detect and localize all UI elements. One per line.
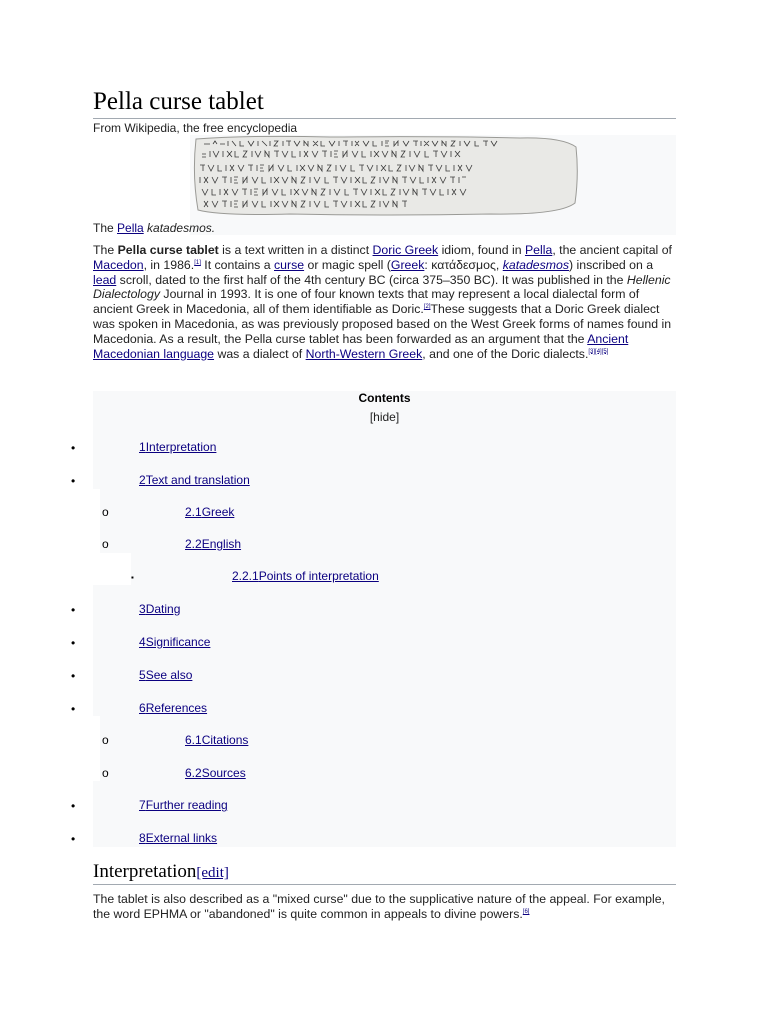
link-doric-greek[interactable]: Doric Greek (372, 243, 439, 257)
citation-link[interactable]: [3][4][5] (588, 348, 609, 355)
toc-item-greek[interactable]: 2.1Greek (185, 505, 235, 519)
title-divider (93, 118, 676, 119)
lead-text: Journal in 1993. It is one of four known texts that may represent a local dialectal form of ancient Greek in Macedonia, all of them identifiable as Doric. (93, 287, 640, 317)
lead-text: is a text written in a distinct (218, 243, 373, 257)
lead-text: , the ancient capital of (552, 243, 672, 257)
toc-bullet: • (71, 702, 76, 716)
link-macedon[interactable]: Macedon (93, 257, 144, 272)
toc-item-external-links[interactable]: 8External links (139, 831, 218, 845)
citation-link[interactable]: [6] (522, 908, 530, 915)
toc-item-significance[interactable]: 4Significance (139, 635, 211, 649)
toc-item-interpretation[interactable]: 1Interpretation (139, 440, 217, 454)
section-heading-text: Interpretation (93, 861, 197, 882)
link-greek[interactable]: Greek (390, 257, 425, 272)
section-divider (93, 884, 676, 885)
toc-bullet: • (71, 832, 76, 846)
toc-bullet: • (71, 669, 76, 683)
toc-item-dating[interactable]: 3Dating (139, 602, 181, 616)
journal-name: Hellenic Dialectology (93, 272, 671, 302)
toc-item-see-also[interactable]: 5See also (139, 668, 193, 682)
toc-item-text-and-translation[interactable]: 2Text and translation (139, 473, 250, 487)
toc-bullet: o (102, 505, 109, 519)
toc-bullet: • (71, 441, 76, 455)
lead-text: It contains a (200, 257, 274, 272)
page-title: Pella curse tablet (93, 88, 264, 115)
lead-bold-title: Pella curse tablet (117, 243, 219, 257)
lead-text: These suggests that a Doric Greek dialect was spoken in Macedonia, as was previously proposed based on the West Greek forms of names found in Macedonia. As a result, the Pella curse tablet has been forwarded as an argument that the (93, 302, 672, 346)
toc-item-further-reading[interactable]: 7Further reading (139, 798, 228, 812)
section-text: The tablet is also described as a "mixed curse" due to the supplicative nature of the appeal. For example, the word EPHMA or "abandoned" is quite common in appeals to divine powers. (93, 892, 665, 921)
toc-item-references[interactable]: 6References (139, 701, 208, 715)
tablet-image[interactable] (190, 135, 580, 217)
caption-prefix: The (93, 221, 118, 235)
toc-title: Contents (358, 391, 411, 405)
lead-text: or magic spell ( (304, 257, 391, 272)
lead-text: , and one of the Doric dialects. (422, 346, 589, 361)
section-heading-interpretation (93, 860, 229, 885)
toc-box (93, 391, 676, 847)
toc-bullet: • (71, 603, 76, 617)
caption-suffix: katadesmos. (147, 221, 216, 235)
toc-bullet: o (102, 733, 109, 747)
toc-item-sources[interactable]: 6.2Sources (185, 766, 246, 780)
toc-item-english[interactable]: 2.2English (185, 537, 242, 551)
toc-item-citations[interactable]: 6.1Citations (185, 733, 249, 747)
toc-indent-gap (93, 489, 100, 553)
figure-box (190, 135, 676, 235)
site-tagline: From Wikipedia, the free encyclopedia (93, 121, 298, 135)
toc-indent-gap (93, 553, 131, 585)
link-ancient-macedonian-language[interactable]: Ancient Macedonian language (93, 331, 629, 361)
link-curse[interactable]: curse (274, 257, 305, 272)
toc-hide-toggle[interactable]: [hide] (369, 410, 400, 424)
link-pella[interactable]: Pella (524, 243, 553, 257)
lead-text: was a dialect of (214, 346, 306, 361)
lead-paragraph (93, 243, 678, 361)
toc-bullet: • (71, 799, 76, 813)
toc-item-points-of-interpretation[interactable]: 2.2.1Points of interpretation (232, 569, 379, 583)
lead-text: idiom, found in (438, 243, 525, 257)
toc-bullet: • (71, 474, 76, 488)
edit-section-link[interactable]: [edit] (196, 865, 229, 881)
link-pella-caption[interactable]: Pella (117, 221, 144, 235)
toc-bullet: ▪ (131, 573, 134, 582)
lead-text: ) inscribed on a (569, 257, 654, 272)
lead-text: , in 1986. (143, 257, 195, 272)
link-north-western-greek[interactable]: North-Western Greek (305, 346, 423, 361)
toc-indent-gap (93, 716, 100, 781)
link-katadesmos[interactable]: katadesmos (502, 257, 570, 272)
citation-link[interactable]: [2] (423, 304, 431, 311)
lead-text: The (93, 243, 118, 257)
lead-text: scroll, dated to the first half of the 4th century BC (circa 375–350 BC). It was published in the (116, 272, 627, 287)
toc-bullet: • (71, 636, 76, 650)
section-paragraph (93, 892, 678, 922)
citation-link[interactable]: [1] (194, 259, 201, 266)
toc-bullet: o (102, 766, 109, 780)
link-lead[interactable]: lead (93, 272, 117, 287)
figure-caption (93, 221, 215, 236)
lead-text: : κατάδεσμος, (424, 257, 503, 272)
toc-bullet: o (102, 537, 109, 551)
